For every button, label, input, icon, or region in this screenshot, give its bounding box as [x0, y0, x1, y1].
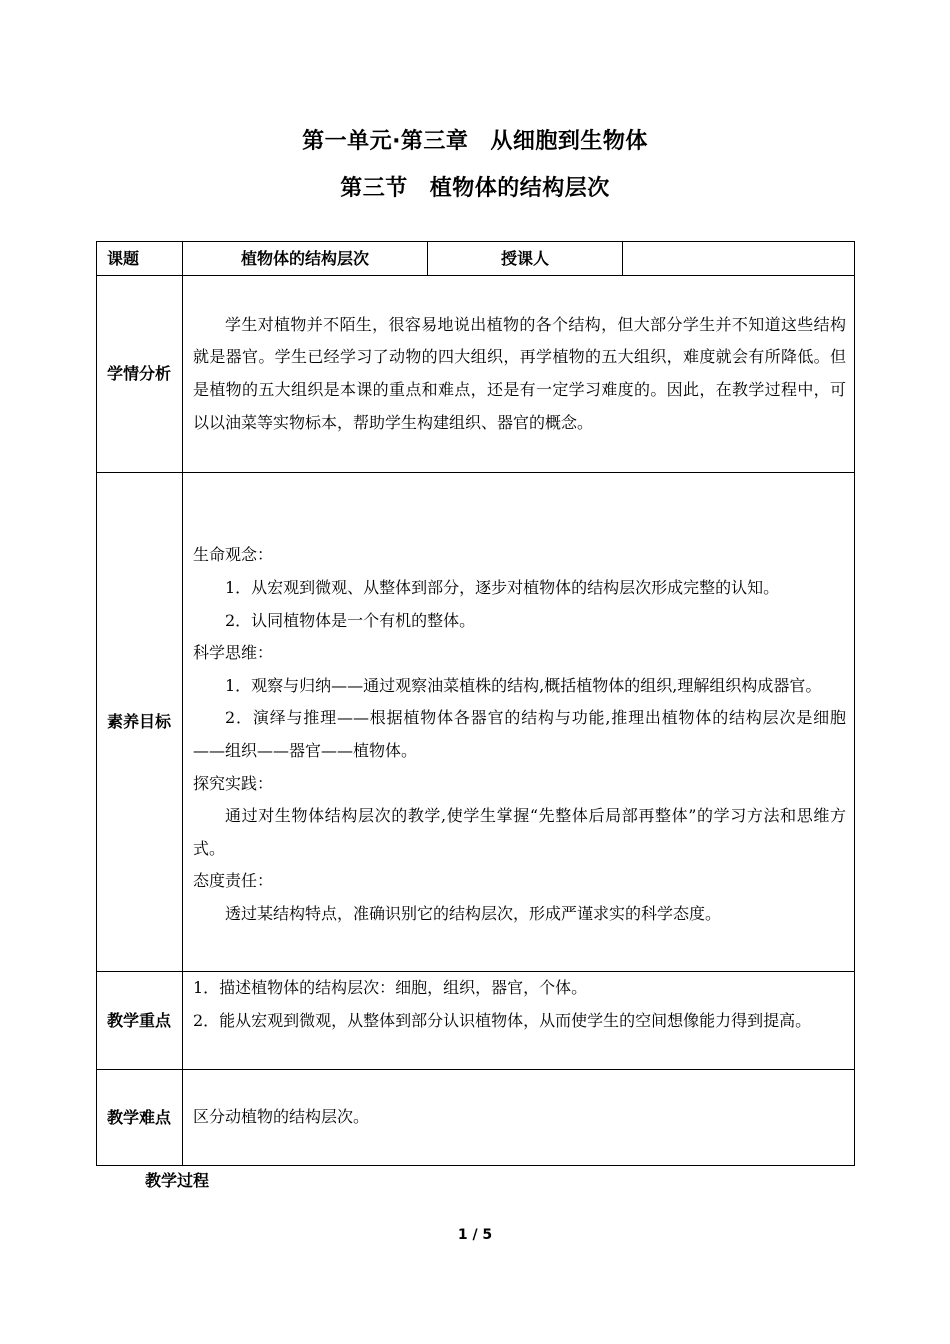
table-row-analysis [97, 276, 855, 473]
chapter-title: 第一单元·第三章 [302, 129, 469, 154]
life-item-1: 1．从宏观到微观、从整体到部分，逐步对植物体的结构层次形成完整的认知。 [225, 578, 780, 598]
table-row-key-points [97, 972, 855, 1070]
life-heading: 生命观念： [193, 545, 274, 565]
key-point-2: 2．能从宏观到微观，从整体到部分认识植物体，从而使学生的空间想像能力得到提高。 [193, 1010, 812, 1030]
practice-item-1: 通过对生物体结构层次的教学,使学生掌握“先整体后局部再整体”的学习方法和思维方式。 [193, 806, 846, 858]
key-points-cell [183, 972, 855, 1070]
analysis-cell [183, 276, 855, 473]
science-heading: 科学思维： [193, 643, 274, 663]
key-points-label: 教学重点 [97, 972, 183, 1070]
chapter-subtitle: 从细胞到生物体 [490, 129, 648, 154]
table-row-topic [97, 242, 855, 276]
table-row-goals [97, 473, 855, 972]
difficult-label: 教学难点 [97, 1070, 183, 1166]
lesson-plan-table [96, 241, 855, 1166]
attitude-heading: 态度责任： [193, 871, 274, 891]
science-item-2: 2．演绎与推理——根据植物体各器官的结构与功能,推理出植物体的结构层次是细胞——组织——器官——植物体。 [193, 708, 846, 760]
teaching-process-heading: 教学过程 [145, 1171, 210, 1190]
document-title-line1 [0, 124, 950, 155]
analysis-text: 学生对植物并不陌生，很容易地说出植物的各个结构，但大部分学生并不知道这些结构就是器官。学生已经学习了动物的四大组织，再学植物的五大组织，难度就会有所降低。但是植物的五大组织是本课的重点和难点，还是有一定学习难度的。因此，在教学过程中，可以以油菜等实物标本，帮助学生构建组织、器官的概念。 [193, 314, 846, 432]
practice-heading: 探究实践： [193, 773, 274, 793]
key-point-1: 1．描述植物体的结构层次：细胞，组织，器官，个体。 [193, 978, 588, 997]
science-item-1: 1．观察与归纳——通过观察油菜植株的结构,概括植物体的组织,理解组织构成器官。 [225, 675, 822, 695]
goals-label: 素养目标 [97, 473, 183, 972]
topic-label: 课题 [97, 242, 183, 276]
topic-value: 植物体的结构层次 [183, 242, 428, 276]
attitude-item-1: 透过某结构特点，准确识别它的结构层次，形成严谨求实的科学态度。 [225, 903, 722, 923]
teacher-value [623, 242, 855, 276]
section-number: 第三节 [340, 176, 408, 201]
difficult-cell [183, 1070, 855, 1166]
table-row-difficult [97, 1070, 855, 1166]
section-title: 植物体的结构层次 [429, 176, 610, 201]
analysis-label: 学情分析 [97, 276, 183, 473]
page-number: 1 / 5 [457, 1227, 493, 1243]
goals-cell [183, 473, 855, 972]
document-title-line2 [0, 171, 950, 202]
life-item-2: 2．认同植物体是一个有机的整体。 [225, 610, 476, 630]
teacher-label: 授课人 [428, 242, 623, 276]
difficult-text: 区分动植物的结构层次。 [193, 1107, 370, 1127]
